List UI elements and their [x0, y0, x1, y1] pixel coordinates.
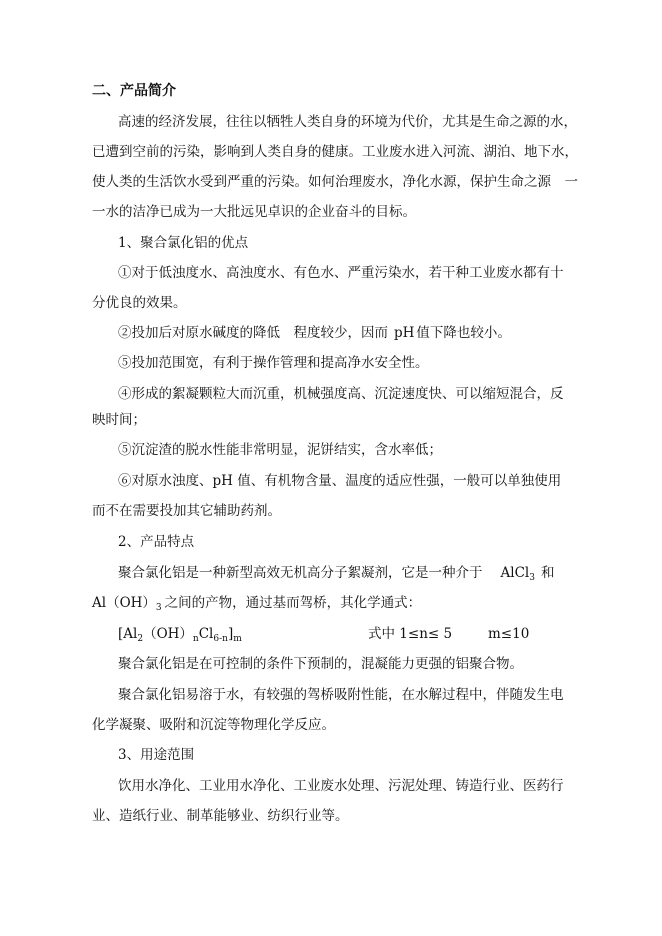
feature-1-post: 和 [540, 565, 555, 581]
advantage-1-line-2: 分优良的效果。 [92, 295, 187, 311]
advantage-3: ⑤投加范围宽，有利于操作管理和提高净水安全性。 [118, 355, 429, 371]
formula-alcl: AlCl [500, 565, 530, 581]
intro-line-3: 使人类的生活饮水受到严重的污染。如何治理废水，净化水源，保护生命之源 一 [92, 174, 578, 190]
advantage-2-pre: ②投加后对原水碱度的降低 程度较少，因而 [118, 325, 388, 341]
subsection-2-title: 2、产品特点 [118, 534, 195, 550]
formula-alcl-sub: 3 [529, 573, 535, 583]
intro-line-1: 高速的经济发展，往往以牺牲人类自身的环境为代价，尤其是生命之源的水， [118, 114, 577, 130]
formula-condition: 式中 1≤n≤ 5 [368, 626, 453, 642]
formula-sub-4: m [233, 634, 242, 644]
feature-1-line-2 [92, 594, 421, 612]
advantage-1-line-1: ①对于低浊度水、高浊度水、有色水、严重污染水，若干种工业废水都有十 [118, 265, 564, 281]
subsection-3-title: 3、用途范围 [118, 747, 195, 763]
intro-line-2: 已遭到空前的污染，影响到人类自身的健康。工业废水进入河流、湖泊、地下水， [92, 144, 578, 160]
chemical-formula [118, 625, 242, 643]
section-heading: 二、产品简介 [92, 83, 176, 99]
feature-3-line-2: 化学凝聚、吸附和沉淀等物理化学反应。 [92, 717, 335, 733]
feature-1-line-1 [118, 564, 554, 582]
formula-part-d: ] [227, 626, 234, 642]
formula-sub-3: 6-n [213, 634, 228, 644]
feature-1-line-2-text: 之间的产物，通过基而驾桥，其化学通式： [164, 595, 422, 611]
formula-part-c: Cl [198, 626, 214, 642]
formula-al-oh-sub: 3 [155, 603, 162, 613]
feature-1-pre: 聚合氯化铝是一种新型高效无机高分子絮凝剂，它是一种介于 [118, 565, 483, 581]
advantage-4-line-1: ④形成的絮凝颗粒大而沉重，机械强度高、沉淀速度快、可以缩短混合，反 [118, 386, 564, 402]
feature-2: 聚合氯化铝是在可控制的条件下预制的，混凝能力更强的铝聚合物。 [118, 656, 523, 672]
formula-part-a: [Al [118, 626, 138, 642]
formula-al-oh: Al（OH） [92, 595, 156, 611]
usage-line-1: 饮用水净化、工业用水净化、工业废水处理、污泥处理、铸造行业、医药行 [118, 778, 564, 794]
intro-line-4: 一水的洁净已成为一大批远见卓识的企业奋斗的目标。 [92, 204, 416, 220]
feature-3-line-1: 聚合氯化铝易溶于水，有较强的驾桥吸附性能，在水解过程中，伴随发生电 [118, 687, 564, 703]
subsection-1-title: 1、聚合氯化铝的优点 [118, 235, 249, 251]
usage-line-2: 业、造纸行业、制革能够业、纺织行业等。 [92, 808, 349, 824]
advantage-5: ⑤沉淀渣的脱水性能非常明显，泥饼结实，含水率低； [118, 442, 442, 458]
formula-condition-m: m≤10 [488, 626, 530, 642]
advantage-6-line-2: 而不在需要投加其它辅助药剂。 [92, 503, 281, 519]
advantage-6-line-1: ⑥对原水浊度、pH 值、有机物含量、温度的适应性强，一般可以单独使用 [118, 473, 562, 489]
advantage-2-ph: pH [394, 325, 415, 341]
formula-part-b: （OH） [143, 626, 193, 642]
formula-sub-1: 2 [137, 634, 144, 644]
advantage-2-post: 值下降也较小。 [416, 325, 511, 341]
advantage-2 [118, 324, 511, 342]
advantage-4-line-2: 映时间； [92, 412, 146, 428]
formula-sub-2: n [192, 634, 199, 644]
